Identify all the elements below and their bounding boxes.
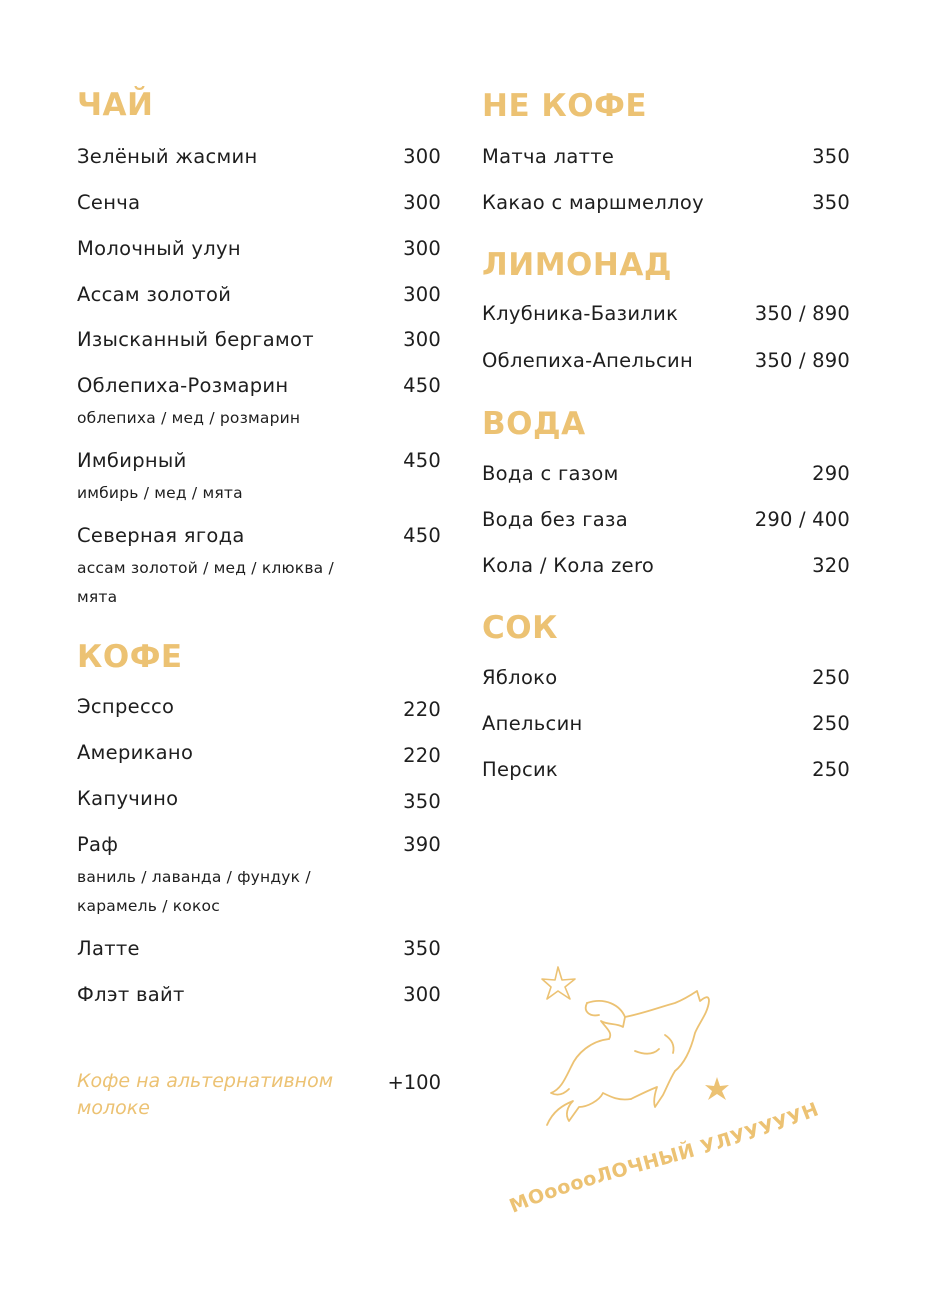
item-name: Кола / Кола zero <box>482 554 655 577</box>
menu-item <box>77 784 441 814</box>
item-name: Яблоко <box>482 666 558 689</box>
section-title-tea: ЧАЙ <box>77 87 154 123</box>
item-price: 300 <box>403 328 441 351</box>
alt-milk-price: +100 <box>387 1071 441 1094</box>
section-title-lemonade: ЛИМОНАД <box>482 247 672 283</box>
item-description: имбирь / мед / мята <box>77 484 243 502</box>
item-name: Американо <box>77 741 194 764</box>
menu-item <box>77 830 441 915</box>
item-name: Молочный улун <box>77 237 241 260</box>
menu-item <box>482 551 850 581</box>
item-price: 450 <box>403 524 441 547</box>
item-name: Северная ягода <box>77 524 245 547</box>
menu-item <box>77 142 441 172</box>
item-name: Облепиха-Розмарин <box>77 374 289 397</box>
alt-milk-label: Кофе на альтернативном молоке <box>77 1070 334 1119</box>
item-name: Сенча <box>77 191 141 214</box>
item-price: 350 <box>403 790 441 813</box>
cow-outline-icon <box>547 991 709 1125</box>
item-name: Апельсин <box>482 712 583 735</box>
menu-item <box>482 299 850 329</box>
item-price: 350 <box>812 191 850 214</box>
item-description: облепиха / мед / розмарин <box>77 409 301 427</box>
alt-milk-note <box>77 1068 441 1128</box>
item-price: 250 <box>812 666 850 689</box>
menu-item <box>77 234 441 264</box>
menu-item <box>77 934 441 964</box>
item-name: Изысканный бергамот <box>77 328 314 351</box>
menu-item <box>482 755 850 785</box>
item-price: 250 <box>812 758 850 781</box>
item-price: 320 <box>812 554 850 577</box>
cow-illustration-graphic <box>495 955 825 1225</box>
item-price: 290 <box>812 462 850 485</box>
item-name: Облепиха-Апельсин <box>482 349 694 372</box>
item-price: 220 <box>403 744 441 767</box>
item-name: Имбирный <box>77 449 187 472</box>
item-price: 350 / 890 <box>754 349 850 372</box>
item-name: Раф <box>77 833 119 856</box>
section-title-coffee: КОФЕ <box>77 639 183 675</box>
item-description: ваниль / лаванда / фундук / карамель / кокос <box>77 868 311 915</box>
item-price: 350 <box>812 145 850 168</box>
item-name: Ассам золотой <box>77 283 232 306</box>
item-name: Зелёный жасмин <box>77 145 258 168</box>
menu-item <box>77 188 441 218</box>
item-name: Матча латте <box>482 145 615 168</box>
menu-item <box>482 142 850 172</box>
item-price: 350 <box>403 937 441 960</box>
item-price: 220 <box>403 698 441 721</box>
item-price: 390 <box>403 833 441 856</box>
menu-item <box>482 459 850 489</box>
item-price: 300 <box>403 191 441 214</box>
menu-item <box>482 346 850 376</box>
item-name: Клубника-Базилик <box>482 302 679 325</box>
menu-item <box>77 738 441 768</box>
menu-item <box>77 521 441 606</box>
item-name: Эспрессо <box>77 695 175 718</box>
item-price: 250 <box>812 712 850 735</box>
item-name: Какао с маршмеллоу <box>482 191 704 214</box>
item-name: Капучино <box>77 787 179 810</box>
cow-caption: МОооооЛОЧНЫЙ УЛУУУУУН <box>506 1098 822 1218</box>
section-title-not-coffee: НЕ КОФЕ <box>482 88 648 124</box>
item-price: 300 <box>403 145 441 168</box>
item-name: Флэт вайт <box>77 983 185 1006</box>
menu-item <box>482 505 850 535</box>
menu-item <box>482 709 850 739</box>
menu-item <box>77 446 441 502</box>
flying-cow-illustration <box>495 955 825 1225</box>
item-price: 450 <box>403 374 441 397</box>
item-name: Персик <box>482 758 559 781</box>
menu-item <box>77 371 441 427</box>
item-price: 450 <box>403 449 441 472</box>
item-description: ассам золотой / мед / клюква / мята <box>77 559 334 606</box>
section-title-juice: СОК <box>482 610 558 646</box>
star-filled-icon <box>705 1077 729 1100</box>
menu-item <box>77 280 441 310</box>
menu-item <box>482 663 850 693</box>
menu-item <box>77 325 441 355</box>
item-price: 300 <box>403 283 441 306</box>
item-price: 350 / 890 <box>754 302 850 325</box>
item-name: Вода без газа <box>482 508 628 531</box>
menu-item <box>482 188 850 218</box>
item-price: 290 / 400 <box>754 508 850 531</box>
item-price: 300 <box>403 983 441 1006</box>
section-title-water: ВОДА <box>482 406 586 442</box>
star-outline-icon <box>542 967 575 999</box>
menu-item <box>77 692 441 722</box>
item-name: Латте <box>77 937 140 960</box>
item-price: 300 <box>403 237 441 260</box>
item-name: Вода с газом <box>482 462 619 485</box>
menu-item <box>77 980 441 1010</box>
